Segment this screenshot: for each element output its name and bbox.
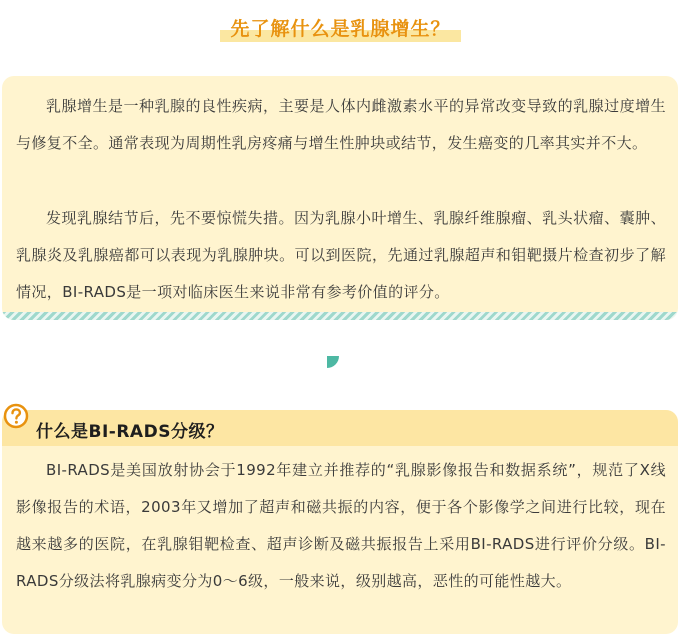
section1-paragraph-1: 乳腺增生是一种乳腺的良性疾病，主要是人体内雌激素水平的异常改变导致的乳腺过度增生与修复不全。通常表现为周期性乳房疼痛与增生性肿块或结节，发生癌变的几率其实并不大。 <box>16 97 666 152</box>
striped-border <box>2 312 678 320</box>
question-mark-icon <box>3 403 29 429</box>
teal-drop-icon <box>327 356 339 368</box>
section1-paragraph-2: 发现乳腺结节后，先不要惊慌失措。因为乳腺小叶增生、乳腺纤维腺瘤、乳头状瘤、囊肿、乳腺炎及乳腺癌都可以表现为乳腺肿块。可以到医院，先通过乳腺超声和钼靶摄片检查初步了解情况，BI-RADS是一项对临床医生来说非常有参考价值的评分。 <box>16 209 666 301</box>
section1-card <box>2 76 678 320</box>
section2-header <box>2 410 678 446</box>
section2-title: 什么是BI-RADS分级？ <box>36 422 224 442</box>
section1-title-wrap <box>0 14 681 44</box>
section2-card <box>2 410 678 634</box>
section2-paragraph: BI-RADS是美国放射协会于1992年建立并推荐的“乳腺影像报告和数据系统”，规范了X线影像报告的术语，2003年又增加了超声和磁共振的内容，便于各个影像学之间进行比较，现在越来越多的医院，在乳腺钼靶检查、超声诊断及磁共振报告上采用BI-RADS进行评价分级。BI-RADS分级法将乳腺病变分为0～6级，一般来说，级别越高，恶性的可能性越大。 <box>16 461 666 590</box>
section1-title: 先了解什么是乳腺增生？ <box>224 14 456 44</box>
